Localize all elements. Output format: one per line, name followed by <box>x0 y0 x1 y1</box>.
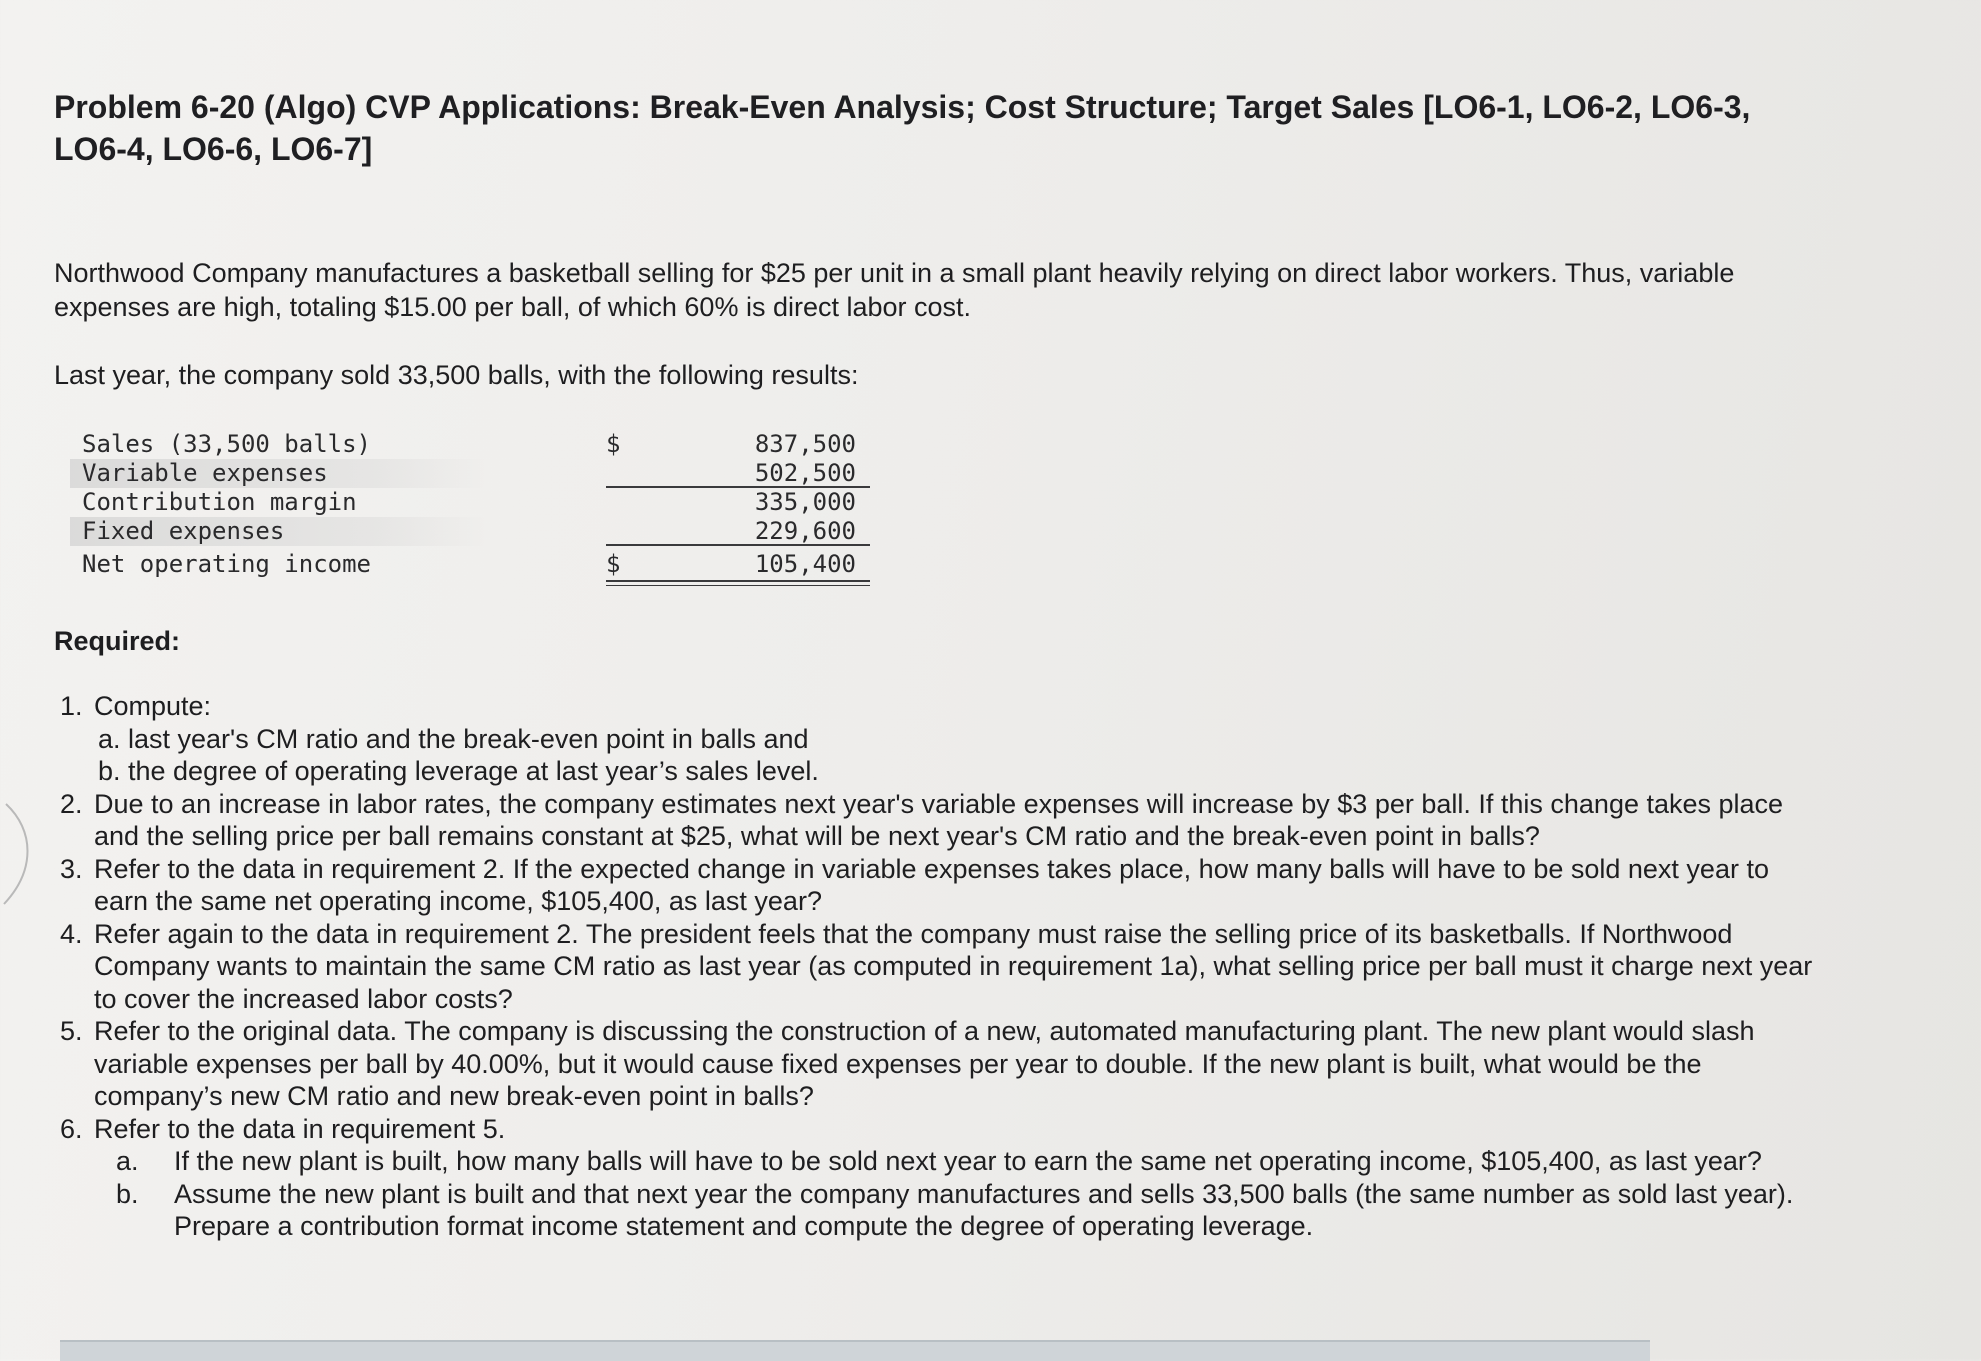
sub-requirement-text: the degree of operating leverage at last year’s sales level. <box>128 756 819 786</box>
requirement-6 <box>60 1113 1820 1146</box>
statement-value: 229,600 <box>754 517 856 545</box>
requirement-number: 6. <box>60 1113 83 1144</box>
statement-row-sales <box>70 430 856 459</box>
statement-value: 837,500 <box>754 430 856 458</box>
requirement-1b <box>60 755 1820 788</box>
requirement-text: Refer to the data in requirement 5. <box>94 1113 506 1144</box>
requirement-number: 5. <box>60 1016 83 1046</box>
sub-requirement-text: If the new plant is built, how many balls will have to be sold next year to earn the same net operating income, $105,400, as last year? <box>174 1146 1762 1176</box>
answer-panel-edge <box>60 1340 1650 1361</box>
statement-row-fixed-expenses <box>70 517 856 546</box>
statement-value: 335,000 <box>754 488 856 516</box>
required-heading: Required: <box>54 626 181 656</box>
requirement-1 <box>60 690 1820 723</box>
requirement-6a <box>60 1145 1820 1178</box>
requirement-2 <box>60 788 1820 853</box>
pen-stroke-mark <box>0 800 40 910</box>
statement-label: Net operating income <box>82 550 371 578</box>
sub-requirement-letter: a. <box>116 1146 139 1176</box>
statement-label: Sales (33,500 balls) <box>82 430 371 458</box>
currency-sign: $ <box>606 430 621 458</box>
requirement-text: Refer again to the data in requirement 2. The president feels that the company must raise the selling price of its basketballs. If Northwood Company wants to maintain the same CM ratio as last year (as computed in requirement 1a), what selling price per ball must it charge next year to cover the increased labor costs? <box>94 918 1813 1014</box>
statement-row-variable-expenses <box>70 459 856 488</box>
requirement-text: Due to an increase in labor rates, the company estimates next year's variable expenses will increase by $3 per ball. If this change takes place and the selling price per ball remains constant at $25, what will be next year's CM ratio and the break-even point in balls? <box>94 788 1784 851</box>
statement-label: Fixed expenses <box>82 517 285 545</box>
requirement-text: Compute: <box>94 691 212 721</box>
statement-label: Contribution margin <box>82 488 357 516</box>
statement-value: 105,400 <box>754 550 856 578</box>
intro-paragraph: Northwood Company manufactures a basketball selling for $25 per unit in a small plant heavily relying on direct labor workers. Thus, variable expenses are high, totaling $15.00 per ball, of which 60% is direct labor cost. <box>54 258 1735 322</box>
last-year-paragraph: Last year, the company sold 33,500 balls, with the following results: <box>54 360 859 390</box>
requirement-text: Refer to the original data. The company is discussing the construction of a new, automated manufacturing plant. The new plant would slash variable expenses per ball by 40.00%, but it would cause fixed expenses per year to double. If the new plant is built, what would be the company’s new CM ratio and new break-even point in balls? <box>94 1016 1755 1111</box>
subtotal-rule <box>606 544 870 546</box>
statement-row-contribution-margin <box>70 488 856 517</box>
requirement-6b <box>60 1178 1820 1243</box>
requirement-number: 3. <box>60 853 83 884</box>
requirement-4 <box>60 918 1820 1016</box>
statement-row-net-operating-income <box>70 550 856 579</box>
problem-title: Problem 6-20 (Algo) CVP Applications: Break-Even Analysis; Cost Structure; Target Sales [LO6-1, LO6-2, LO6-3, LO6-4, LO6-6, LO6-7] <box>54 89 1751 167</box>
requirement-number: 2. <box>60 788 83 819</box>
sub-requirement-letter: b. <box>116 1178 139 1209</box>
sub-requirement-text: last year's CM ratio and the break-even point in balls and <box>128 723 809 754</box>
requirement-text: Refer to the data in requirement 2. If the expected change in variable expenses takes place, how many balls will have to be sold next year to earn the same net operating income, $105,400, as last year? <box>94 853 1769 916</box>
currency-sign: $ <box>606 550 621 578</box>
statement-label: Variable expenses <box>82 459 328 487</box>
income-statement <box>70 430 856 579</box>
requirement-1a <box>60 723 1820 756</box>
requirement-3 <box>60 853 1820 918</box>
requirement-number: 4. <box>60 918 83 949</box>
sub-requirement-letter: b. <box>98 756 121 786</box>
requirements-list <box>60 690 1820 1243</box>
requirement-number: 1. <box>60 691 83 721</box>
sub-requirement-letter: a. <box>98 723 121 754</box>
requirement-5 <box>60 1015 1820 1113</box>
sub-requirement-text: Assume the new plant is built and that next year the company manufactures and sells 33,500 balls (the same number as sold last year). Prepare a contribution format income statement and compute the degree of operating leverage. <box>174 1178 1794 1241</box>
statement-value: 502,500 <box>754 459 856 487</box>
total-double-rule <box>606 580 870 586</box>
